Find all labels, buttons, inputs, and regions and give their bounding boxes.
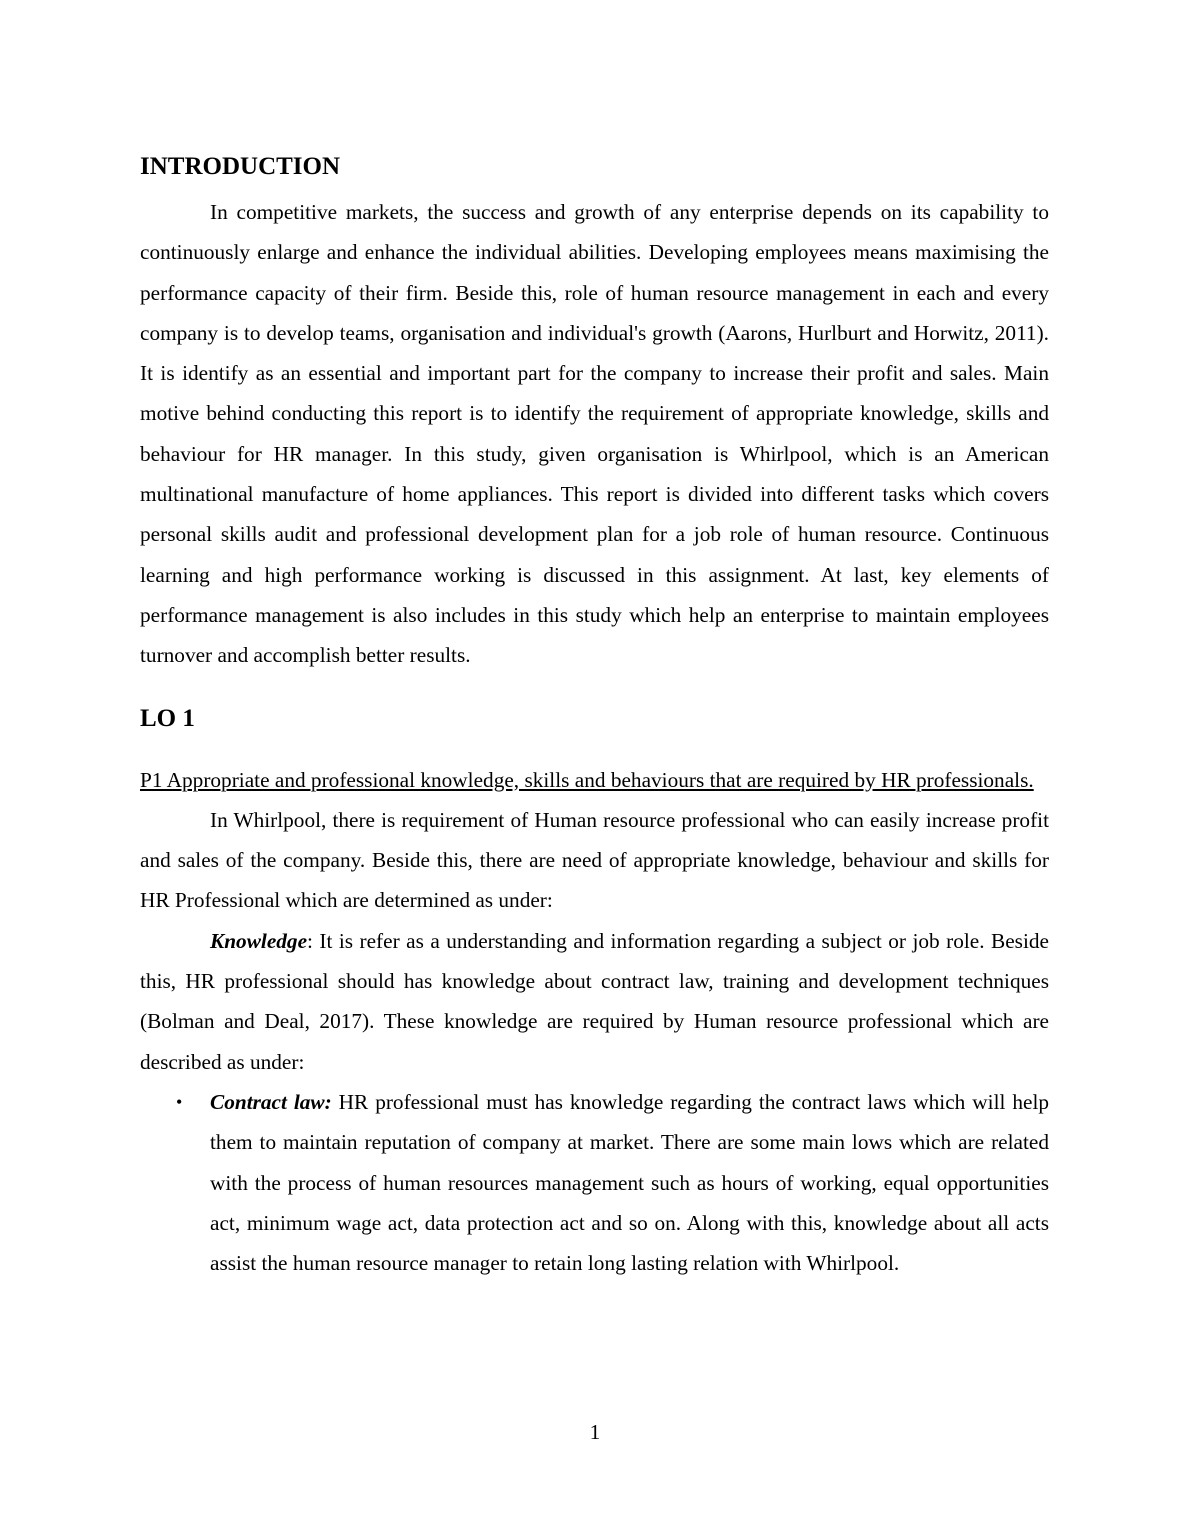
list-item — [140, 1082, 1049, 1283]
bullet-term: Contract law: — [210, 1089, 332, 1114]
p1-subheading: P1 Appropriate and professional knowledge, skills and behaviours that are required by HR professionals. — [140, 767, 1034, 792]
page-number: 1 — [589, 1420, 601, 1444]
knowledge-bullet-list — [140, 1082, 1049, 1283]
page-content — [140, 150, 1049, 1283]
bullet-icon: • — [176, 1091, 183, 1112]
knowledge-paragraph — [140, 921, 1049, 1082]
knowledge-text: : It is refer as a understanding and information regarding a subject or job role. Beside this, HR professional should has knowledge about contract law, training and development techniques (Bolman and Deal, 2017). These knowledge are required by Human resource professional which are described as under: — [140, 928, 1049, 1074]
introduction-paragraph: In competitive markets, the success and growth of any enterprise depends on its capability to continuously enlarge and enhance the individual abilities. Developing employees means maximising the performance capacity of their firm. Beside this, role of human resource management in each and every company is to develop teams, organisation and individual's growth (Aarons, Hurlburt and Horwitz, 2011). It is identify as an essential and important part for the company to increase their profit and sales. Main motive behind conducting this report is to identify the requirement of appropriate knowledge, skills and behaviour for HR manager. In this study, given organisation is Whirlpool, which is an American multinational manufacture of home appliances. This report is divided into different tasks which covers personal skills audit and professional development plan for a job role of human resource. Continuous learning and high performance working is discussed in this assignment. At last, key elements of performance management is also includes in this study which help an enterprise to maintain employees turnover and accomplish better results. — [140, 200, 1049, 668]
knowledge-term: Knowledge — [210, 928, 308, 953]
introduction-heading: INTRODUCTION — [140, 153, 341, 180]
whirlpool-paragraph: In Whirlpool, there is requirement of Human resource professional who can easily increase profit and sales of the company. Beside this, there are need of appropriate knowledge, behaviour and skills for HR Professional which are determined as under: — [140, 807, 1049, 913]
lo1-heading: LO 1 — [140, 704, 195, 732]
bullet-text: HR professional must has knowledge regarding the contract laws which will help them to maintain reputation of company at market. There are some main lows which are related with the process of human resources management such as hours of working, equal opportunities act, minimum wage act, data protection act and so on. Along with this, knowledge about all acts assist the human resource manager to retain long lasting relation with Whirlpool. — [210, 1089, 1050, 1276]
